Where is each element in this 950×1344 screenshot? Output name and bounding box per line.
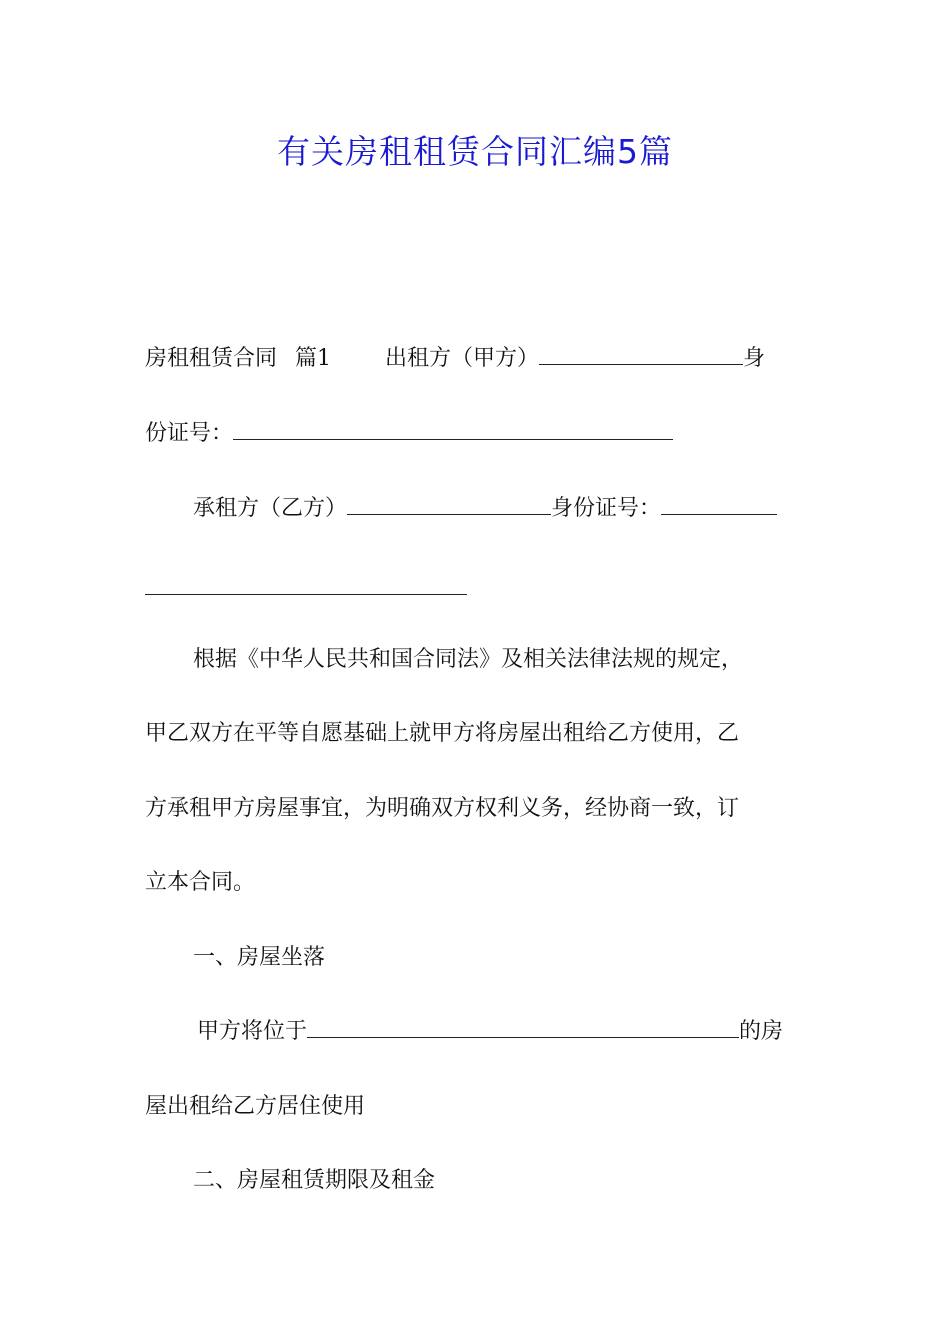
lessee-name-blank[interactable] <box>347 494 551 515</box>
lessee-id-label: 身份证号： <box>551 496 662 521</box>
article-number: 篇1 <box>295 346 332 371</box>
lessee-id-blank-continued[interactable] <box>145 594 467 595</box>
section-2-heading: 二、房屋租赁期限及租金 <box>193 1168 436 1193</box>
section-1-heading: 一、房屋坐落 <box>193 945 326 970</box>
lessor-label: 出租方（甲方） <box>385 346 540 371</box>
lessor-id-label: 份证号： <box>145 421 234 446</box>
lessor-id-label-start: 身 <box>743 346 766 371</box>
location-prefix: 甲方将位于 <box>197 1019 308 1044</box>
lessor-name-blank[interactable] <box>539 344 743 365</box>
property-location-blank[interactable] <box>307 1017 739 1038</box>
lessor-id-line <box>145 419 673 449</box>
intro-paragraph-line-3: 方承租甲方房屋事宜，为明确双方权利义务，经协商一致，订 <box>145 796 740 821</box>
section-1-line-2: 屋出租给乙方居住使用 <box>145 1094 366 1119</box>
lessee-id-blank[interactable] <box>661 494 777 515</box>
lessee-label: 承租方（乙方） <box>193 496 348 521</box>
intro-paragraph-line-4: 立本合同。 <box>145 870 256 895</box>
contract-header-line <box>145 344 765 374</box>
document-title: 有关房租租赁合同汇编5篇 <box>277 132 673 171</box>
intro-paragraph-line-2: 甲乙双方在平等自愿基础上就甲方将房屋出租给乙方使用，乙 <box>145 721 740 746</box>
location-suffix: 的房 <box>739 1019 784 1044</box>
contract-heading: 房租租赁合同 <box>145 346 278 371</box>
section-1-line-1 <box>197 1017 783 1047</box>
lessee-line <box>193 494 777 524</box>
lessor-id-blank[interactable] <box>233 419 673 440</box>
intro-paragraph-line-1: 根据《中华人民共和国合同法》及相关法律法规的规定， <box>193 647 744 672</box>
